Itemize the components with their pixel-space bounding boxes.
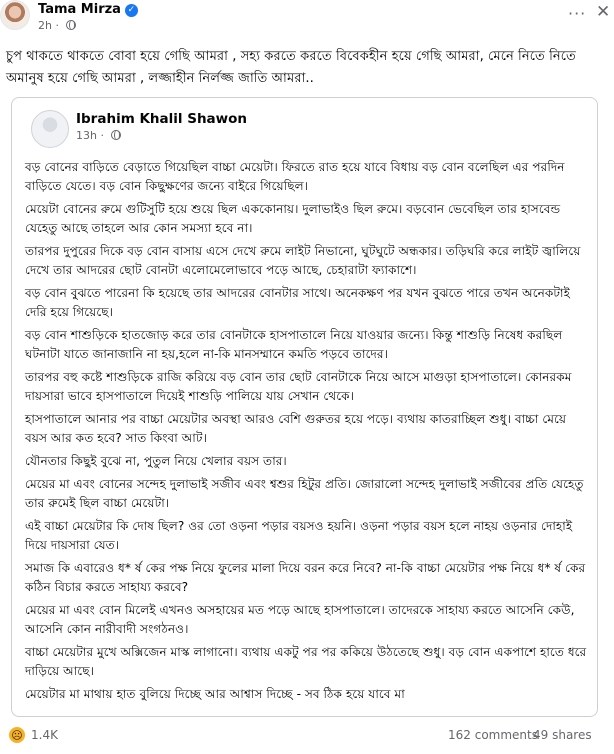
paragraph: বড় বোন শাশুড়িকে হাতজোড় করে তার বোনটাকে হাসপাতালে নিয়ে যাওয়ার জন্যে। কিন্তু শাশুড়ি নিষেধ করছিল ঘটনাটা যাতে জানাজানি না হয়,হলে না-কি মানসম্মানে কমতি পড়বে তাদের। bbox=[25, 328, 563, 361]
paragraph: তারপর দুপুরের দিকে বড় বোন বাসায় এসে দেখে রুমে লাইট নিভানো, ঘুটঘুটে অন্ধকার। তড়িঘরি করে লাইট জ্বালিয়ে দেখে তার আদরের ছোট বোনটা এলোমেলোভাবে পড়ে আছে, চেহারাটা ফ্যাকাশে। bbox=[25, 244, 581, 277]
post-header bbox=[0, 0, 614, 36]
more-options-icon[interactable]: ··· bbox=[568, 4, 587, 23]
paragraph: মেয়ের মা এবং বোনের সন্দেহ দুলাভাই সজীব এবং শ্বশুর হিটুর প্রতি। জোরালো সন্দেহ দুলাভাই সজীবের প্রতি যেহেতু তার রুমেই ছিল বাচ্চা মেয়েটা। bbox=[25, 477, 584, 510]
author-avatar[interactable] bbox=[0, 0, 30, 30]
shared-post[interactable] bbox=[11, 97, 598, 717]
post-meta: 2h · bbox=[38, 19, 76, 32]
shared-post-body bbox=[25, 158, 591, 708]
post-time[interactable]: 2h bbox=[38, 19, 52, 32]
shared-time[interactable]: 13h bbox=[76, 129, 97, 142]
paragraph: মেয়ের মা এবং বোন মিলেই এখনও অসহায়ের মত পড়ে আছে হাসপাতালে। তাদেরকে সাহায্য করতে আসেনি কেউ, আসেনি কোন নারীবাদী সংগঠনও। bbox=[25, 603, 575, 636]
share-count[interactable]: 49 shares bbox=[533, 728, 592, 742]
paragraph: মেয়েটার মা মাথায় হাত বুলিয়ে দিচ্ছে আর আশ্বাস দিচ্ছে - সব ঠিক হয়ে যাবে মা bbox=[25, 687, 405, 701]
paragraph: হাসপাতালে আনার পর বাচ্চা মেয়েটার অবস্থা আরও বেশি গুরুতর হয়ে পড়ে। ব্যথায় কাতরাচ্ছিল শুধু। বাচ্চা মেয়ে বয়স আর কত হবে? সাত কিংবা আট। bbox=[25, 412, 567, 445]
globe-icon bbox=[66, 20, 76, 30]
post-author[interactable] bbox=[38, 2, 138, 17]
post-author-name[interactable]: Tama Mirza bbox=[38, 2, 121, 17]
paragraph: মেয়েটা বোনের রুমে গুটিসুটি হয়ে শুয়ে ছিল এককোনায়। দুলাভাইও ছিল রুমে। বড়বোন ভেবেছিল তার হাসবেন্ড যেহেতু আছে তাহলে আর কোন সমস্যা হবে না। bbox=[25, 202, 561, 235]
paragraph: তারপর বহু কষ্টে শাশুড়িকে রাজি করিয়ে বড় বোন তার ছোট বোনটাকে নিয়ে আসে মাগুড়া হাসপাতালে। কোনরকম দায়সারা ভাবে হাসপাতালে দিয়েই শাশুড়ি পালিয়ে যায় সেখান থেকে। bbox=[25, 370, 572, 403]
globe-icon bbox=[111, 130, 121, 140]
sad-reaction-icon[interactable]: ☹ bbox=[8, 726, 26, 744]
shared-author-avatar[interactable] bbox=[31, 110, 69, 148]
comment-count[interactable]: 162 comments bbox=[448, 728, 538, 742]
paragraph: বড় বোন বুঝতে পারেনা কি হয়েছে তার আদরের বোনটার সাথে। অনেকক্ষণ পর যখন বুঝতে পারে তখন অনেকটাই দেরি হয়ে গিয়েছে। bbox=[25, 286, 570, 319]
shared-meta: 13h · bbox=[76, 129, 121, 142]
post-caption: চুপ থাকতে থাকতে বোবা হয়ে গেছি আমরা , সহ্য করতে করতে বিবেকহীন হয়ে গেছি আমরা, মেনে নিতে নিতে অমানুষ হয়ে গেছি আমরা , লজ্জাহীন নির্লজ্জ জাতি আমরা.. bbox=[6, 49, 576, 86]
shared-author-name[interactable]: Ibrahim Khalil Shawon bbox=[76, 111, 248, 127]
paragraph: এই বাচ্চা মেয়েটার কি দোষ ছিল? ওর তো ওড়না পড়ার বয়সও হয়নি। ওড়না পড়ার বয়স হলে নাহয় ওড়নার দোহাই দিয়ে দায়সারা যেত। bbox=[25, 519, 573, 552]
reaction-count[interactable]: 1.4K bbox=[31, 728, 58, 742]
post-footer bbox=[0, 724, 614, 754]
paragraph: যৌনতার কিছুই বুঝে না, পুতুল নিয়ে খেলার বয়স তার। bbox=[25, 454, 287, 468]
paragraph: বড় বোনের বাড়িতে বেড়াতে গিয়েছিল বাচ্চা মেয়েটা। ফিরতে রাত হয়ে যাবে বিধায় বড় বোন বলেছিল এর পরদিন বাড়িতে যেতে। বড় বোন কিছুক্ষণের জন্যে বাইরে গিয়েছিল। bbox=[25, 160, 565, 193]
paragraph: বাচ্চা মেয়েটার মুখে অক্সিজেন মাস্ক লাগানো। ব্যথায় একটু পর পর ককিয়ে উঠতেছে শুধু। বড় বোন একপাশে হাতে ধরে দাড়িয়ে আছে। bbox=[25, 645, 587, 678]
verified-badge-icon: ✓ bbox=[125, 4, 138, 17]
paragraph: সমাজ কি এবারেও ধ* র্ষ কের পক্ষ নিয়ে ফুলের মালা দিয়ে বরন করে নিবে? না-কি বাচ্চা মেয়েটার পক্ষ নিয়ে ধ* র্ষ কের কঠিন বিচার করতে সাহায্য করবে? bbox=[25, 561, 586, 594]
close-icon[interactable]: ✕ bbox=[596, 2, 611, 22]
